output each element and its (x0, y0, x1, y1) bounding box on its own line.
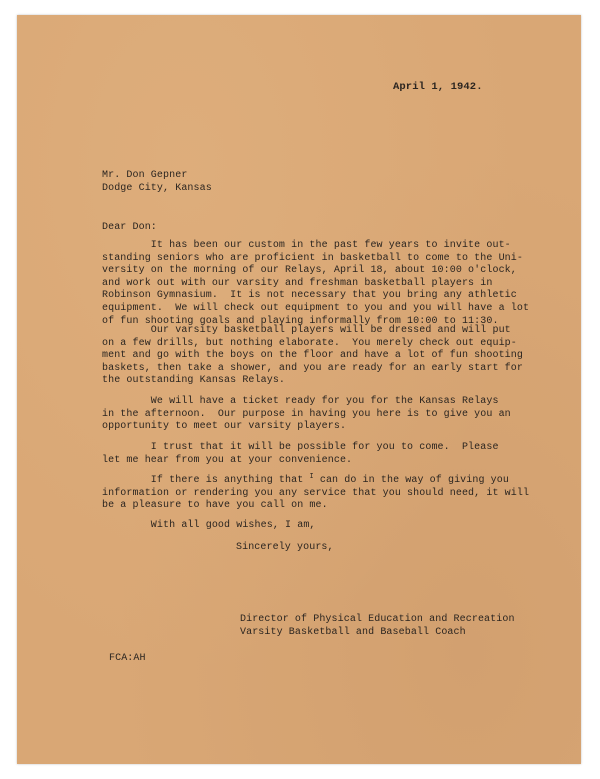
reference-initials: FCA:AH (109, 653, 146, 664)
text-line: of fun shooting goals and playing informally from 10:00 to 11:30. (102, 315, 499, 327)
signature-block (240, 614, 515, 639)
text-line: be a pleasure to have you call on me. (102, 500, 328, 512)
paragraph-5 (102, 475, 529, 513)
text-line: baskets, then take a shower, and you are ready for an early start for (102, 362, 523, 374)
text-line: We will have a ticket ready for you for the Kansas Relays (102, 396, 499, 407)
text-line: opportunity to meet our varsity players. (102, 421, 347, 433)
signature-title: Varsity Basketball and Baseball Coach (240, 626, 466, 638)
text-line: on a few drills, but nothing elaborate. You merely check out equip- (102, 337, 517, 349)
paragraph-2 (102, 325, 523, 388)
text-line: It has been our custom in the past few years to invite out- (102, 240, 511, 251)
recipient-name: Mr. Don Gepner (102, 170, 188, 181)
salutation: Dear Don: (102, 222, 157, 233)
text-line: the outstanding Kansas Relays. (102, 375, 286, 387)
raised-letter: I (309, 473, 314, 481)
text-line: equipment. We will check out equipment to you and you will have a lot (102, 302, 530, 314)
closing: Sincerely yours, (236, 542, 334, 553)
text-line: ment and go with the boys on the floor and have a lot of fun shooting (102, 350, 523, 362)
text-segment: can do in the way of giving you (313, 475, 509, 486)
text-segment: If there is anything that (102, 475, 310, 486)
text-line: Our varsity basketball players will be dressed and will put (102, 325, 511, 336)
text-line: and work out with our varsity and freshman basketball players in (102, 277, 493, 289)
recipient-address (102, 170, 212, 195)
text-line: I trust that it will be possible for you to come. Please (102, 442, 499, 453)
text-line: in the afternoon. Our purpose in having you here is to give you an (102, 408, 511, 420)
paragraph-4 (102, 442, 499, 467)
text-line: standing seniors who are proficient in basketball to come to the Uni- (102, 252, 523, 264)
letter-date: April 1, 1942. (393, 81, 483, 93)
signature-title: Director of Physical Education and Recreation (240, 614, 515, 625)
recipient-location: Dodge City, Kansas (102, 182, 212, 194)
letter-page (17, 15, 581, 764)
text-line: Robinson Gymnasium. It is not necessary that you bring any athletic (102, 290, 517, 302)
text-line: information or rendering you any service that you should need, it will (102, 487, 530, 499)
text-line: versity on the morning of our Relays, April 18, about 10:00 o'clock, (102, 265, 517, 277)
paragraph-1 (102, 240, 529, 328)
paragraph-6: With all good wishes, I am, (102, 520, 316, 531)
text-line: let me hear from you at your convenience. (102, 454, 353, 466)
paragraph-3 (102, 396, 511, 434)
